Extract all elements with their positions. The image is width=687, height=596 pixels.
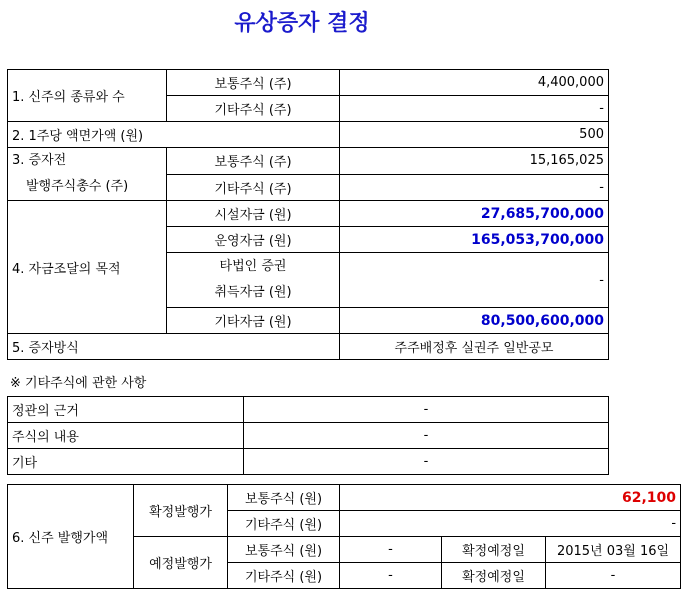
expected-other-date-label: 확정예정일 [442,563,546,589]
expected-common-label: 보통주식 (원) [228,537,340,563]
other-fund-label: 기타자금 (원) [167,308,340,334]
other-value: - [244,449,609,475]
acquisition-fund-label [167,253,340,308]
expected-common-date-label: 확정예정일 [442,537,546,563]
facility-fund-value: 27,685,700,000 [340,201,609,227]
share-content-label: 주식의 내용 [8,423,244,449]
table-row [8,397,609,423]
issue-method-value: 주주배정후 실권주 일반공모 [340,334,609,360]
page-title: 유상증자 결정 [234,10,370,36]
other-shares-note: ※ 기타주식에 관한 사항 [10,376,147,391]
confirmed-common-label: 보통주식 (원) [228,485,340,511]
confirmed-price-label: 확정발행가 [134,485,228,537]
issue-price-label: 6. 신주 발행가액 [8,485,134,589]
expected-other-date: - [546,563,681,589]
pre-other-label: 기타주식 (주) [167,174,340,201]
confirmed-common-value: 62,100 [340,485,681,511]
other-fund-value: 80,500,600,000 [340,308,609,334]
table-row [8,449,609,475]
table-row [8,148,609,175]
common-shares-label: 보통주식 (주) [167,70,340,96]
issue-method-label: 5. 증자방식 [8,334,340,360]
pre-issue-label-line2: 발행주식총수 (주) [26,179,129,194]
main-table [7,69,609,360]
table-row [8,201,609,227]
funding-purpose-label: 4. 자금조달의 목적 [8,201,167,334]
par-value-label: 2. 1주당 액면가액 (원) [8,122,340,148]
pre-issue-shares-label [8,148,167,201]
table-row [8,423,609,449]
share-content-value: - [244,423,609,449]
acquisition-label-line1: 타법인 증권 [219,259,287,274]
other-shares-label: 기타주식 (주) [167,96,340,122]
pre-common-label: 보통주식 (주) [167,148,340,175]
facility-fund-label: 시설자금 (원) [167,201,340,227]
operating-fund-value: 165,053,700,000 [340,227,609,253]
expected-common-value: - [340,537,442,563]
acquisition-label-line2: 취득자금 (원) [214,285,292,300]
table-row [8,70,609,96]
table-row [8,122,609,148]
shares-label: 1. 신주의 종류와 수 [8,70,167,122]
operating-fund-label: 운영자금 (원) [167,227,340,253]
pre-common-value: 15,165,025 [340,148,609,175]
table-row [8,334,609,360]
expected-other-label: 기타주식 (원) [228,563,340,589]
common-shares-value: 4,400,000 [340,70,609,96]
articles-basis-label: 정관의 근거 [8,397,244,423]
confirmed-other-value: - [340,511,681,537]
acquisition-fund-value: - [340,253,609,308]
expected-common-date: 2015년 03월 16일 [546,537,681,563]
expected-other-value: - [340,563,442,589]
other-shares-table [7,396,609,475]
articles-basis-value: - [244,397,609,423]
other-label: 기타 [8,449,244,475]
table-row [8,485,681,511]
other-shares-value: - [340,96,609,122]
pre-other-value: - [340,174,609,201]
confirmed-other-label: 기타주식 (원) [228,511,340,537]
par-value-value: 500 [340,122,609,148]
pre-issue-label-line1: 3. 증자전 [12,153,67,168]
issue-price-table [7,484,681,589]
expected-price-label: 예정발행가 [134,537,228,589]
